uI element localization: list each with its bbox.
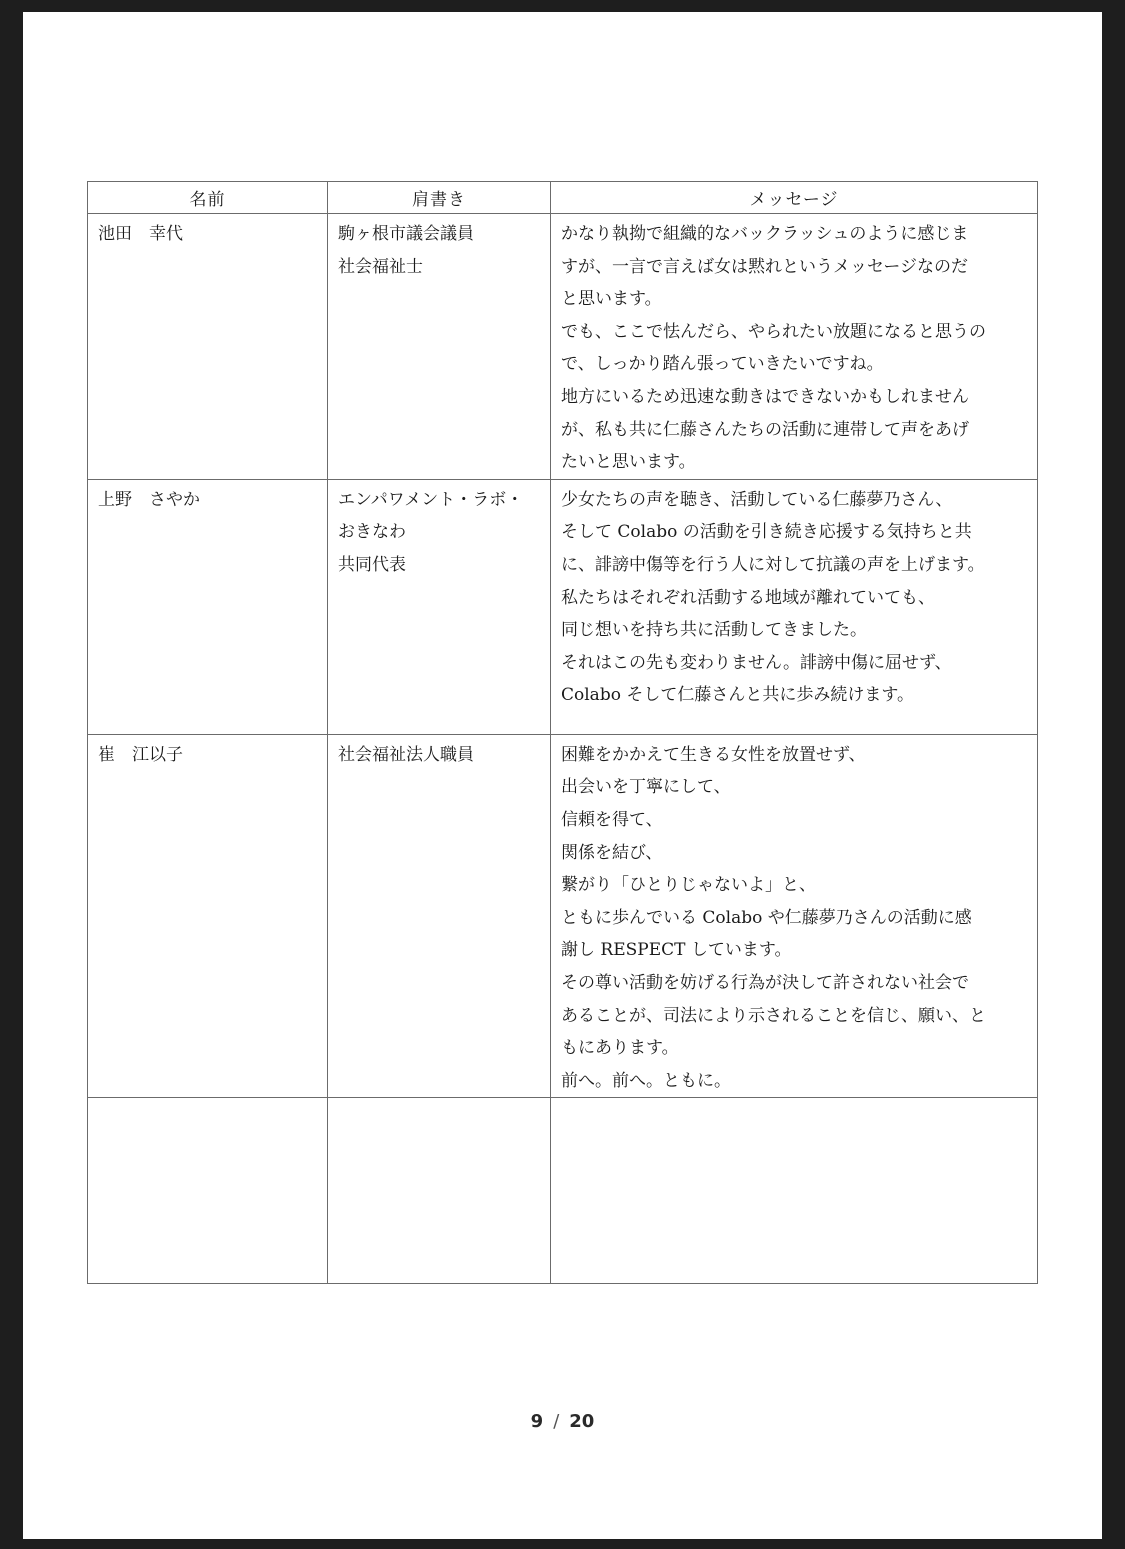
title-line: エンパワメント・ラボ・	[338, 489, 524, 510]
table-header-row	[88, 182, 1038, 214]
header-title: 肩書き	[328, 182, 551, 214]
message-line: かなり執拗で組織的なバックラッシュのように感じま	[561, 224, 969, 244]
name-cell	[88, 479, 328, 734]
message-line: が、私も共に仁藤さんたちの活動に連帯して声をあげ	[561, 419, 969, 440]
name-cell	[88, 214, 328, 480]
message-line: 少女たちの声を聴き、活動している仁藤夢乃さん、	[561, 489, 953, 510]
person-name: 崔 江以子	[98, 744, 183, 765]
title-line: 駒ヶ根市議会議員	[338, 224, 474, 244]
header-name: 名前	[88, 182, 328, 214]
message-line: に、誹謗中傷等を行う人に対して抗議の声を上げます。	[561, 554, 985, 575]
title-cell	[328, 214, 551, 480]
table-row	[88, 734, 1038, 1098]
message-line: それはこの先も変わりません。誹謗中傷に屈せず、	[561, 652, 952, 673]
message-line: ともに歩んでいる Colabo や仁藤夢乃さんの活動に感	[561, 907, 972, 928]
table-row	[88, 214, 1038, 480]
title-line: 社会福祉法人職員	[338, 744, 474, 765]
message-line: Colabo そして仁藤さんと共に歩み続けます。	[561, 685, 914, 706]
title-line: 共同代表	[338, 554, 406, 575]
table-row-empty	[88, 1098, 1038, 1284]
person-name: 池田 幸代	[98, 224, 183, 244]
message-cell	[551, 214, 1038, 480]
title-cell	[328, 734, 551, 1098]
message-line: 繋がり「ひとりじゃないよ」と、	[561, 875, 816, 896]
header-message: メッセージ	[551, 182, 1038, 214]
name-cell	[88, 1098, 328, 1284]
message-line: そして Colabo の活動を引き続き応援する気持ちと共	[561, 522, 972, 543]
messages-table	[87, 181, 1038, 1284]
message-line: と思います。	[561, 289, 662, 310]
message-line: で、しっかり踏ん張っていきたいですね。	[561, 354, 884, 375]
title-line: 社会福祉士	[338, 256, 423, 277]
page-indicator	[23, 1411, 1102, 1432]
message-line: 私たちはそれぞれ活動する地域が離れていても、	[561, 587, 935, 608]
current-page: 9	[530, 1411, 544, 1432]
table-row	[88, 479, 1038, 734]
message-cell	[551, 734, 1038, 1098]
message-line: 関係を結び、	[561, 842, 663, 863]
message-cell	[551, 1098, 1038, 1284]
title-line: おきなわ	[338, 522, 406, 543]
message-line: あることが、司法により示されることを信じ、願い、と	[561, 1005, 986, 1026]
total-pages: 20	[569, 1411, 595, 1432]
message-line: 信頼を得て、	[561, 809, 663, 830]
message-line: 前へ。前へ。ともに。	[561, 1070, 731, 1091]
message-cell	[551, 479, 1038, 734]
message-line: たいと思います。	[561, 452, 696, 473]
message-line: 困難をかかえて生きる女性を放置せず、	[561, 744, 866, 765]
message-line: 出会いを丁寧にして、	[561, 777, 731, 798]
name-cell	[88, 734, 328, 1098]
title-cell	[328, 1098, 551, 1284]
message-line: その尊い活動を妨げる行為が決して許されない社会で	[561, 972, 969, 993]
message-line: 同じ想いを持ち共に活動してきました。	[561, 620, 867, 641]
document-page	[23, 12, 1102, 1539]
message-line: でも、ここで怯んだら、やられたい放題になると思うの	[561, 321, 986, 342]
page-separator: /	[553, 1411, 560, 1432]
message-line: 謝し RESPECT しています。	[561, 940, 792, 961]
title-cell	[328, 479, 551, 734]
message-line: すが、一言で言えば女は黙れというメッセージなのだ	[561, 256, 968, 277]
person-name: 上野 さやか	[98, 489, 200, 510]
message-line: 地方にいるため迅速な動きはできないかもしれません	[561, 386, 969, 407]
message-line: もにあります。	[561, 1038, 679, 1059]
